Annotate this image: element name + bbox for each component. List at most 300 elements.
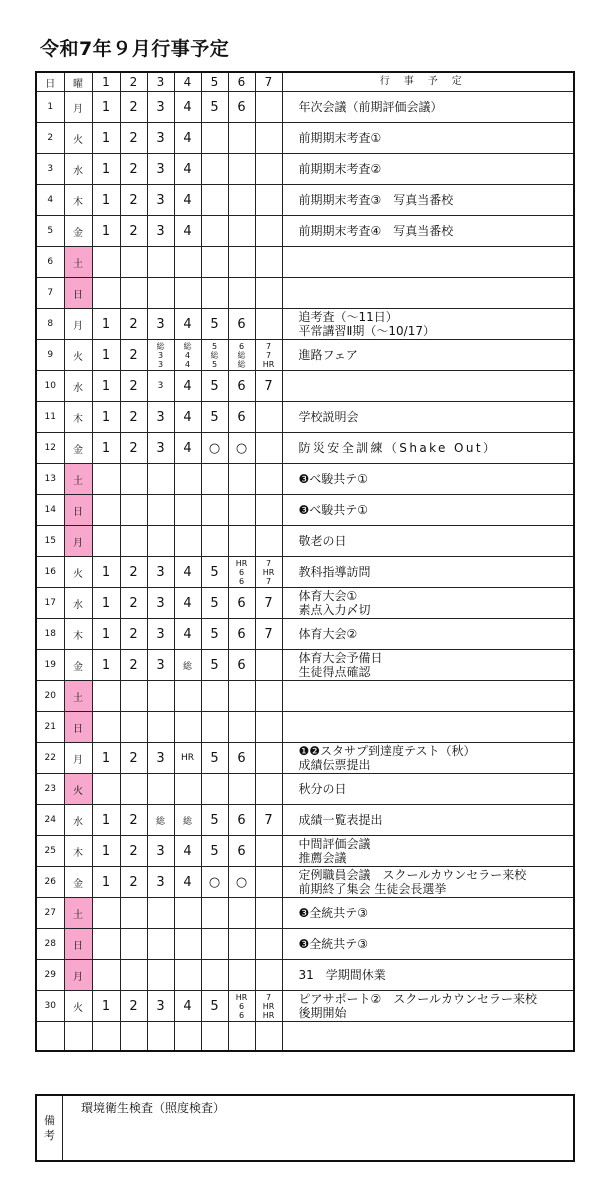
weekday-cell-holiday: 日 (64, 712, 92, 743)
period-3-cell: 3 (147, 371, 174, 402)
event-cell: 年次会議（前期評価会議） (282, 92, 574, 123)
notes-label-text (37, 1113, 62, 1143)
day-cell: 17 (36, 588, 64, 619)
period-1-cell: 1 (92, 588, 120, 619)
period-5-cell: 5 (201, 92, 228, 123)
period-4-cell: 4 (174, 619, 201, 650)
period-7-cell (255, 402, 282, 433)
period-6-cell: 6 (228, 371, 255, 402)
header-period-3: 3 (147, 72, 174, 92)
header-period-4: 4 (174, 72, 201, 92)
period-5-cell (201, 681, 228, 712)
period-5-cell (201, 216, 228, 247)
table-row (36, 588, 574, 619)
period-5-cell: 5 総 5 (201, 340, 228, 371)
period-2-cell: 2 (120, 805, 147, 836)
period-3-cell: 3 (147, 588, 174, 619)
period-3-cell: 3 (147, 557, 174, 588)
header-events: 行事予定 (282, 72, 574, 92)
table-row (36, 867, 574, 898)
header-period-6: 6 (228, 72, 255, 92)
period-5-cell (201, 960, 228, 991)
period-1-cell: 1 (92, 557, 120, 588)
event-cell: ❸べ駿共テ① (282, 495, 574, 526)
period-5-cell: ○ (201, 867, 228, 898)
event-cell: ピアサポート② スクールカウンセラー来校 後期開始 (282, 991, 574, 1022)
day-cell: 26 (36, 867, 64, 898)
event-cell: ❸全統共テ③ (282, 929, 574, 960)
period-6-cell (228, 154, 255, 185)
table-row (36, 495, 574, 526)
weekday-cell: 木 (64, 619, 92, 650)
period-2-cell (120, 929, 147, 960)
day-cell: 19 (36, 650, 64, 681)
empty-cell (174, 1022, 201, 1052)
event-cell: 進路フェア (282, 340, 574, 371)
period-5-cell (201, 464, 228, 495)
period-1-cell: 1 (92, 216, 120, 247)
empty-cell (64, 1022, 92, 1052)
period-1-cell (92, 278, 120, 309)
period-7-cell (255, 898, 282, 929)
table-row (36, 774, 574, 805)
table-row (36, 154, 574, 185)
event-cell: 31 学期間休業 (282, 960, 574, 991)
period-3-cell: 3 (147, 743, 174, 774)
period-7-cell: 7 7 HR (255, 340, 282, 371)
period-1-cell (92, 774, 120, 805)
period-3-cell (147, 929, 174, 960)
period-7-cell (255, 464, 282, 495)
weekday-cell: 水 (64, 805, 92, 836)
period-3-cell: 3 (147, 402, 174, 433)
weekday-cell-holiday: 日 (64, 929, 92, 960)
period-6-cell: 6 (228, 805, 255, 836)
empty-row (36, 1022, 574, 1052)
table-row (36, 743, 574, 774)
period-2-cell (120, 526, 147, 557)
event-cell: 敬老の日 (282, 526, 574, 557)
period-5-cell: 5 (201, 836, 228, 867)
day-cell: 28 (36, 929, 64, 960)
event-cell: 教科指導訪問 (282, 557, 574, 588)
period-5-cell (201, 123, 228, 154)
period-5-cell (201, 929, 228, 960)
period-7-cell (255, 495, 282, 526)
period-6-cell (228, 898, 255, 929)
period-1-cell: 1 (92, 402, 120, 433)
period-1-cell: 1 (92, 991, 120, 1022)
period-3-cell: 3 (147, 154, 174, 185)
period-3-cell: 3 (147, 92, 174, 123)
period-6-cell: 6 (228, 743, 255, 774)
empty-cell (92, 1022, 120, 1052)
weekday-cell-holiday: 日 (64, 495, 92, 526)
period-6-cell (228, 185, 255, 216)
period-4-cell: 4 (174, 557, 201, 588)
period-6-cell (228, 929, 255, 960)
period-5-cell: 5 (201, 743, 228, 774)
period-1-cell (92, 681, 120, 712)
table-row (36, 898, 574, 929)
period-6-cell (228, 774, 255, 805)
period-4-cell (174, 495, 201, 526)
period-1-cell (92, 247, 120, 278)
weekday-cell: 月 (64, 309, 92, 340)
header-period-1: 1 (92, 72, 120, 92)
event-cell (282, 278, 574, 309)
period-6-cell (228, 216, 255, 247)
day-cell: 14 (36, 495, 64, 526)
event-cell: 前期期末考査③ 写真当番校 (282, 185, 574, 216)
period-2-cell: 2 (120, 123, 147, 154)
period-6-cell (228, 526, 255, 557)
notes-text: 環境衛生検査（照度検査） (63, 1095, 575, 1161)
day-cell: 1 (36, 92, 64, 123)
period-7-cell (255, 526, 282, 557)
event-cell: 前期期末考査④ 写真当番校 (282, 216, 574, 247)
day-cell: 7 (36, 278, 64, 309)
period-4-cell: 4 (174, 867, 201, 898)
period-6-cell: 6 (228, 402, 255, 433)
period-6-cell: ○ (228, 867, 255, 898)
period-5-cell (201, 712, 228, 743)
day-cell: 16 (36, 557, 64, 588)
day-cell: 2 (36, 123, 64, 154)
period-7-cell (255, 867, 282, 898)
period-4-cell: 4 (174, 371, 201, 402)
period-5-cell: 5 (201, 588, 228, 619)
day-cell: 30 (36, 991, 64, 1022)
weekday-cell: 木 (64, 185, 92, 216)
period-4-cell: 4 (174, 991, 201, 1022)
notes-label (36, 1095, 63, 1161)
weekday-cell-holiday: 日 (64, 278, 92, 309)
period-2-cell: 2 (120, 340, 147, 371)
period-2-cell: 2 (120, 433, 147, 464)
period-1-cell: 1 (92, 867, 120, 898)
period-1-cell: 1 (92, 340, 120, 371)
period-2-cell: 2 (120, 216, 147, 247)
period-2-cell: 2 (120, 588, 147, 619)
period-2-cell: 2 (120, 867, 147, 898)
notes-label-char: 考 (44, 1129, 55, 1142)
period-3-cell (147, 681, 174, 712)
period-1-cell (92, 464, 120, 495)
event-cell: 体育大会② (282, 619, 574, 650)
period-4-cell: 4 (174, 154, 201, 185)
event-cell: 成績一覧表提出 (282, 805, 574, 836)
period-6-cell (228, 247, 255, 278)
period-1-cell (92, 960, 120, 991)
period-6-cell: 6 (228, 650, 255, 681)
period-5-cell: 5 (201, 557, 228, 588)
day-cell: 9 (36, 340, 64, 371)
day-cell: 27 (36, 898, 64, 929)
period-5-cell: 5 (201, 991, 228, 1022)
period-6-cell: ○ (228, 433, 255, 464)
period-3-cell: 3 (147, 991, 174, 1022)
period-2-cell (120, 898, 147, 929)
event-cell: 前期期末考査① (282, 123, 574, 154)
period-1-cell: 1 (92, 154, 120, 185)
day-cell: 4 (36, 185, 64, 216)
notes-label-char: 備 (44, 1114, 55, 1127)
period-4-cell: 4 (174, 402, 201, 433)
period-4-cell (174, 681, 201, 712)
period-4-cell: 4 (174, 433, 201, 464)
empty-cell (147, 1022, 174, 1052)
weekday-cell: 金 (64, 216, 92, 247)
period-1-cell: 1 (92, 185, 120, 216)
day-cell: 8 (36, 309, 64, 340)
event-cell: ❸べ駿共テ① (282, 464, 574, 495)
period-4-cell (174, 712, 201, 743)
schedule-table (35, 71, 575, 1052)
empty-cell (255, 1022, 282, 1052)
period-4-cell: 4 (174, 92, 201, 123)
period-4-cell (174, 526, 201, 557)
period-2-cell (120, 495, 147, 526)
weekday-cell: 金 (64, 650, 92, 681)
day-cell: 24 (36, 805, 64, 836)
period-7-cell: 7 (255, 588, 282, 619)
weekday-cell: 水 (64, 588, 92, 619)
period-4-cell: 総 (174, 805, 201, 836)
period-4-cell: 4 (174, 123, 201, 154)
period-1-cell: 1 (92, 836, 120, 867)
event-cell (282, 712, 574, 743)
period-2-cell: 2 (120, 619, 147, 650)
weekday-cell: 火 (64, 340, 92, 371)
period-2-cell: 2 (120, 743, 147, 774)
table-row (36, 216, 574, 247)
empty-cell (201, 1022, 228, 1052)
period-3-cell: 3 (147, 650, 174, 681)
day-cell: 29 (36, 960, 64, 991)
period-5-cell (201, 495, 228, 526)
period-4-cell: 総 (174, 650, 201, 681)
event-cell: 追考査（～11日） 平常講習Ⅱ期（～10/17） (282, 309, 574, 340)
period-3-cell: 3 (147, 619, 174, 650)
period-1-cell: 1 (92, 309, 120, 340)
period-6-cell: HR 6 6 (228, 557, 255, 588)
period-7-cell (255, 123, 282, 154)
period-2-cell: 2 (120, 402, 147, 433)
period-2-cell: 2 (120, 836, 147, 867)
day-cell: 25 (36, 836, 64, 867)
period-3-cell (147, 278, 174, 309)
weekday-cell: 木 (64, 402, 92, 433)
period-3-cell: 3 (147, 867, 174, 898)
table-row (36, 123, 574, 154)
period-3-cell: 3 (147, 216, 174, 247)
period-5-cell: 5 (201, 805, 228, 836)
day-cell: 15 (36, 526, 64, 557)
period-6-cell: 6 (228, 836, 255, 867)
header-period-5: 5 (201, 72, 228, 92)
empty-cell (228, 1022, 255, 1052)
period-5-cell: 5 (201, 619, 228, 650)
period-5-cell: 5 (201, 371, 228, 402)
period-7-cell: 7 (255, 371, 282, 402)
period-5-cell (201, 185, 228, 216)
period-1-cell: 1 (92, 619, 120, 650)
period-6-cell: 6 (228, 619, 255, 650)
period-2-cell (120, 774, 147, 805)
period-2-cell (120, 960, 147, 991)
weekday-cell: 水 (64, 371, 92, 402)
period-7-cell (255, 774, 282, 805)
period-5-cell (201, 774, 228, 805)
table-row (36, 557, 574, 588)
period-1-cell: 1 (92, 805, 120, 836)
weekday-cell-holiday: 土 (64, 681, 92, 712)
table-row (36, 836, 574, 867)
weekday-cell-holiday: 月 (64, 960, 92, 991)
event-cell: 前期期末考査② (282, 154, 574, 185)
weekday-cell: 金 (64, 433, 92, 464)
period-1-cell (92, 495, 120, 526)
period-1-cell (92, 526, 120, 557)
event-cell: 学校説明会 (282, 402, 574, 433)
weekday-cell: 月 (64, 92, 92, 123)
event-cell (282, 247, 574, 278)
weekday-cell-holiday: 土 (64, 464, 92, 495)
period-6-cell (228, 681, 255, 712)
weekday-cell: 水 (64, 154, 92, 185)
period-3-cell (147, 898, 174, 929)
period-6-cell: 6 (228, 309, 255, 340)
period-7-cell (255, 433, 282, 464)
table-row (36, 433, 574, 464)
period-1-cell (92, 898, 120, 929)
period-7-cell (255, 836, 282, 867)
event-cell: 秋分の日 (282, 774, 574, 805)
weekday-cell-holiday: 月 (64, 526, 92, 557)
period-2-cell: 2 (120, 185, 147, 216)
day-cell: 6 (36, 247, 64, 278)
period-5-cell: 5 (201, 309, 228, 340)
table-row (36, 371, 574, 402)
table-row (36, 681, 574, 712)
header-period-2: 2 (120, 72, 147, 92)
period-3-cell: 総 (147, 805, 174, 836)
period-3-cell (147, 960, 174, 991)
event-cell (282, 681, 574, 712)
period-2-cell (120, 247, 147, 278)
period-4-cell: 総 4 4 (174, 340, 201, 371)
period-2-cell: 2 (120, 650, 147, 681)
table-row (36, 929, 574, 960)
period-7-cell (255, 650, 282, 681)
event-cell: ❶❷スタサプ到達度テスト（秋） 成績伝票提出 (282, 743, 574, 774)
table-row (36, 526, 574, 557)
day-cell: 10 (36, 371, 64, 402)
period-3-cell (147, 495, 174, 526)
period-1-cell: 1 (92, 92, 120, 123)
weekday-cell-holiday: 土 (64, 247, 92, 278)
period-2-cell: 2 (120, 991, 147, 1022)
empty-cell (120, 1022, 147, 1052)
period-2-cell: 2 (120, 154, 147, 185)
period-4-cell: 4 (174, 309, 201, 340)
period-3-cell (147, 712, 174, 743)
table-row (36, 92, 574, 123)
period-7-cell (255, 185, 282, 216)
table-row (36, 991, 574, 1022)
weekday-cell: 金 (64, 867, 92, 898)
period-6-cell (228, 464, 255, 495)
period-2-cell: 2 (120, 371, 147, 402)
event-cell: 防災安全訓練（Shake Out） (282, 433, 574, 464)
period-6-cell (228, 278, 255, 309)
period-2-cell: 2 (120, 557, 147, 588)
event-cell: ❸全統共テ③ (282, 898, 574, 929)
period-3-cell: 3 (147, 836, 174, 867)
weekday-cell: 月 (64, 743, 92, 774)
period-6-cell: HR 6 6 (228, 991, 255, 1022)
table-row (36, 185, 574, 216)
period-7-cell (255, 278, 282, 309)
period-4-cell (174, 929, 201, 960)
period-7-cell: 7 HR 7 (255, 557, 282, 588)
event-cell: 体育大会予備日 生徒得点確認 (282, 650, 574, 681)
period-5-cell: 5 (201, 402, 228, 433)
period-7-cell (255, 216, 282, 247)
period-4-cell (174, 960, 201, 991)
period-7-cell (255, 92, 282, 123)
period-5-cell: ○ (201, 433, 228, 464)
event-cell: 定例職員会議 スクールカウンセラー来校 前期終了集会 生徒会長選挙 (282, 867, 574, 898)
period-6-cell (228, 960, 255, 991)
period-7-cell: 7 HR HR (255, 991, 282, 1022)
period-4-cell (174, 247, 201, 278)
table-row (36, 340, 574, 371)
period-7-cell (255, 309, 282, 340)
period-5-cell (201, 278, 228, 309)
period-3-cell: 3 (147, 185, 174, 216)
period-4-cell (174, 464, 201, 495)
period-5-cell (201, 526, 228, 557)
table-row (36, 712, 574, 743)
period-2-cell (120, 278, 147, 309)
table-row (36, 402, 574, 433)
period-4-cell: 4 (174, 216, 201, 247)
table-row (36, 650, 574, 681)
empty-cell (282, 1022, 574, 1052)
table-row (36, 309, 574, 340)
period-4-cell (174, 898, 201, 929)
period-5-cell: 5 (201, 650, 228, 681)
period-2-cell: 2 (120, 309, 147, 340)
period-3-cell (147, 464, 174, 495)
table-row (36, 464, 574, 495)
page-title: 令和7年９月行事予定 (40, 38, 230, 60)
event-cell: 体育大会① 素点入力〆切 (282, 588, 574, 619)
day-cell: 23 (36, 774, 64, 805)
period-1-cell: 1 (92, 650, 120, 681)
table-row (36, 278, 574, 309)
event-cell (282, 371, 574, 402)
period-2-cell (120, 681, 147, 712)
period-3-cell: 3 (147, 433, 174, 464)
weekday-cell: 火 (64, 557, 92, 588)
header-weekday: 曜 (64, 72, 92, 92)
period-3-cell: 3 (147, 309, 174, 340)
period-1-cell: 1 (92, 123, 120, 154)
period-2-cell (120, 464, 147, 495)
